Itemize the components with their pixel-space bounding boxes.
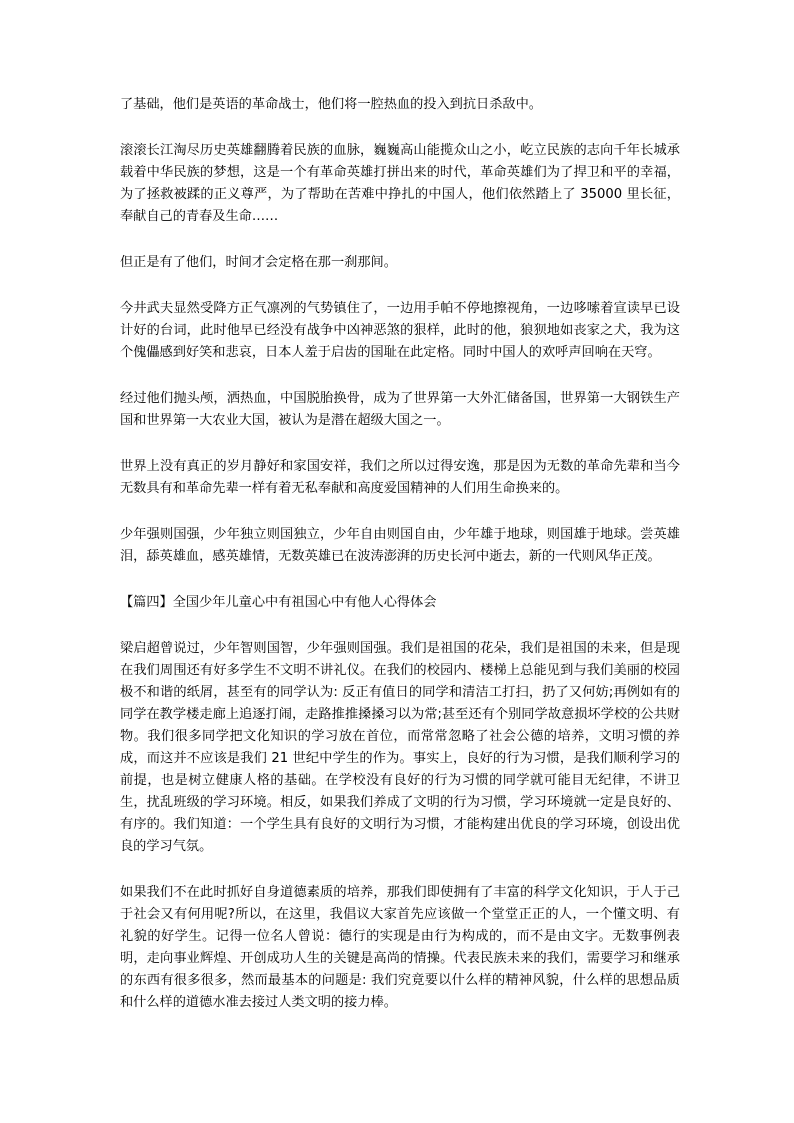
paragraph-china-rise: 经过他们抛头颅，洒热血，中国脱胎换骨，成为了世界第一大外汇储备国，世界第一大钢铁生产国和世界第一大农业大国，被认为是潜在超级大国之一。 <box>120 391 680 428</box>
paragraph-surrender: 今井武夫显然受降方正气凛冽的气势镇住了，一边用手帕不停地擦视角，一边哆嗦着宣读早已设计好的台词，此时他早已经没有战争中凶神恶煞的狠样，此时的他，狼狈地如丧家之犬，我为这个傀儡感到好笑和悲哀，日本人羞于启齿的国耻在此定格。同时中国人的欢呼声回响在天穹。 <box>120 301 680 360</box>
paragraph-morality: 如果我们不在此时抓好自身道德素质的培养，那我们即使拥有了丰富的科学文化知识，于人于己于社会又有何用呢?所以，在这里，我倡议大家首先应该做一个堂堂正正的人，一个懂文明、有礼貌的好学生。记得一位名人曾说：德行的实现是由行为构成的，而不是由文字。无数事例表明，走向事业辉煌、开创成功人生的关键是高尚的情操。代表民族未来的我们，需要学习和继承的东西有很多很多，然而最基本的问题是: 我们究竟要以什么样的精神风貌，什么样的思想品质和什么样的道德水准去接过人类文明的接力棒。 <box>120 885 680 1010</box>
paragraph-continuation: 了基础，他们是英语的革命战士，他们将一腔热血的投入到抗日杀敌中。 <box>120 97 542 112</box>
paragraph-civility: 梁启超曾说过，少年智则国智，少年强则国强。我们是祖国的花朵，我们是祖国的未来，但是现在我们周围还有好多学生不文明不讲礼仪。在我们的校园内、楼梯上总能见到与我们美丽的校园极不和谐的纸屑，甚至有的同学认为: 反正有值日的同学和清洁工打扫，扔了又何妨;再例如有的同学在教学楼走廊上追逐打闹，走路推推搡搡习以为常;甚至还有个别同学故意损坏学校的公共财物。我们很多同学把文化知识的学习放在首位，而常常忽略了社会公德的培养，文明习惯的养成，而这并不应该是我们 21 世纪中学生的作为。事实上，良好的行为习惯，是我们顺利学习的前提，也是树立健康人格的基础。在学校没有良好的行为习惯的同学就可能目无纪律，不讲卫生，扰乱班级的学习环境。相反，如果我们养成了文明的行为习惯，学习环境就一定是良好的、有序的。我们知道：一个学生具有良好的文明行为习惯，才能构建出优良的学习环境，创设出优良的学习气氛。 <box>120 641 680 854</box>
paragraph-youth-strong: 少年强则国强，少年独立则国独立，少年自由则国自由，少年雄于地球，则国雄于地球。尝英雄泪，舔英雄血，感英雄情，无数英雄已在波涛澎湃的历史长河中逝去，新的一代则风华正茂。 <box>120 527 680 564</box>
paragraph-moment: 但正是有了他们，时间才会定格在那一刹那间。 <box>120 255 397 270</box>
section-heading: 【篇四】全国少年儿童心中有祖国心中有他人心得体会 <box>120 595 437 610</box>
paragraph-heroes-history: 滚滚长江淘尽历史英雄翻腾着民族的血脉，巍巍高山能揽众山之小，屹立民族的志向千年长城承载着中华民族的梦想，这是一个有革命英雄打拼出来的时代，革命英雄们为了捍卫和平的幸福，为了拯救被蹂的正义尊严，为了帮助在苦难中挣扎的中国人，他们依然踏上了 35000 里长征，奉献自己的青春及生命…… <box>120 143 680 224</box>
document-page <box>120 94 680 1038</box>
paragraph-peace: 世界上没有真正的岁月静好和家国安祥，我们之所以过得安逸，那是因为无数的革命先辈和当今无数具有和革命先辈一样有着无私奉献和高度爱国精神的人们用生命换来的。 <box>120 459 680 496</box>
